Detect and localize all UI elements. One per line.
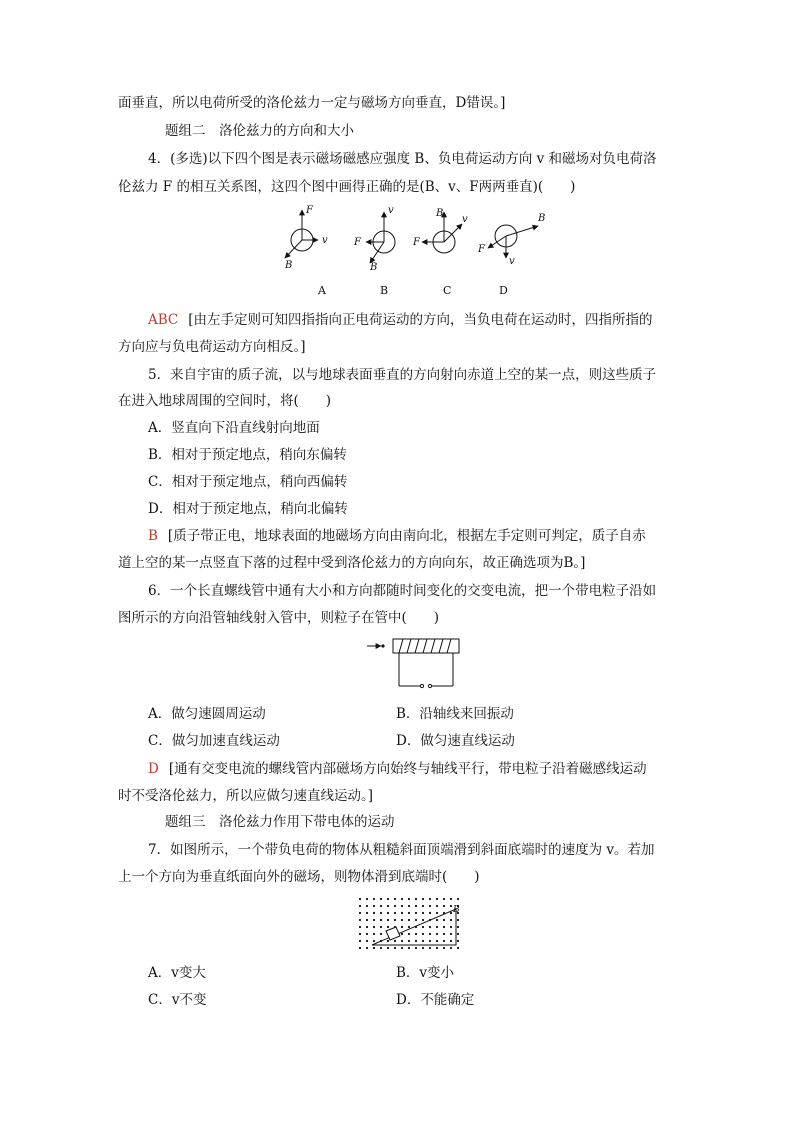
field-dot (380, 947, 382, 949)
field-dot (359, 912, 361, 914)
field-dot (429, 905, 431, 907)
field-dot (457, 898, 459, 900)
option-b: B．v变小 (396, 965, 455, 981)
field-dot (373, 898, 375, 900)
label-B: B (453, 905, 460, 915)
option-a: A．竖直向下沿直线射向地面 (148, 420, 320, 436)
question-4-text: 伦兹力 F 的相互关系图，这四个图中画得正确的是(B、v、F两两垂直)( ) (118, 179, 576, 195)
field-dot (359, 905, 361, 907)
field-dot (387, 919, 389, 921)
field-dot (366, 919, 368, 921)
question-5-text: 在进入地球周围的空间时，将( ) (118, 393, 332, 409)
field-dot (450, 898, 452, 900)
field-dot (366, 926, 368, 928)
field-dot (394, 919, 396, 921)
label-F: F (413, 237, 420, 248)
option-d: D．不能确定 (396, 992, 475, 1008)
field-dot (373, 919, 375, 921)
answer-4-text: 方向应与负电荷运动方向相反。] (118, 339, 306, 355)
field-dot (401, 926, 403, 928)
text-line: 面垂直，所以电荷所受的洛伦兹力一定与磁场方向垂直，D错误。] (118, 95, 506, 111)
field-dot (387, 947, 389, 949)
field-dot (359, 926, 361, 928)
field-dot (387, 905, 389, 907)
field-dot (401, 898, 403, 900)
question-7-figure (356, 895, 468, 953)
option-c: C．相对于预定地点，稍向西偏转 (148, 474, 348, 490)
field-dot (408, 933, 410, 935)
field-dot (373, 912, 375, 914)
field-dot (450, 912, 452, 914)
field-dot (401, 919, 403, 921)
option-d: D．相对于预定地点，稍向北偏转 (148, 501, 348, 517)
field-dot (387, 912, 389, 914)
field-dot (436, 912, 438, 914)
field-dot (415, 947, 417, 949)
field-dot (380, 898, 382, 900)
field-dot (359, 898, 361, 900)
field-dot (422, 905, 424, 907)
question-4-text: 4．(多选)以下四个图是表示磁场磁感应强度 B、负电荷运动方向 v 和磁场对负电荷洛 (148, 151, 657, 167)
field-dot (450, 926, 452, 928)
label-v: v (462, 214, 468, 225)
field-dot (436, 905, 438, 907)
label-B: B (370, 262, 378, 273)
answer-key: ABC (148, 312, 179, 328)
field-dot (401, 947, 403, 949)
field-dot (408, 940, 410, 942)
label-v: v (509, 256, 515, 267)
field-dot (373, 905, 375, 907)
label-B: B (285, 260, 293, 271)
label-B: B (538, 213, 546, 224)
field-dot (450, 940, 452, 942)
field-dot (443, 919, 445, 921)
question-7-text: 上一个方向为垂直纸面向外的磁场，则物体滑到底端时( ) (118, 869, 480, 885)
option-c: C．做匀加速直线运动 (148, 733, 280, 749)
field-dot (415, 905, 417, 907)
answer-4 (148, 310, 653, 330)
field-dot (394, 912, 396, 914)
field-dot (457, 919, 459, 921)
field-dot (401, 912, 403, 914)
field-dot (450, 933, 452, 935)
field-dot (436, 898, 438, 900)
answer-6-text: 时不受洛伦兹力，所以应做匀速直线运动。] (118, 788, 374, 804)
field-dot (408, 912, 410, 914)
subfigure-label: B (380, 284, 389, 297)
question-7-text: 7．如图所示，一个带负电荷的物体从粗糙斜面顶端滑到斜面底端时的速度为 v。若加 (148, 842, 655, 858)
field-dot (373, 933, 375, 935)
label-v: v (388, 205, 394, 216)
answer-text: [质子带正电，地球表面的地磁场方向由南向北，根据左手定则可判定，质子自赤 (167, 528, 646, 544)
field-dot (415, 933, 417, 935)
field-dot (443, 926, 445, 928)
question-4-figure (270, 200, 550, 300)
answer-key: D (148, 761, 159, 777)
field-dot (359, 919, 361, 921)
field-dot (366, 912, 368, 914)
field-dot (401, 940, 403, 942)
field-dot (429, 926, 431, 928)
field-dot (457, 940, 459, 942)
field-dot (408, 905, 410, 907)
field-dot (387, 940, 389, 942)
field-dot (380, 926, 382, 928)
field-dot (415, 898, 417, 900)
field-dot (457, 926, 459, 928)
group-heading: 题组二 洛伦兹力的方向和大小 (165, 123, 354, 139)
field-dot (443, 905, 445, 907)
field-dot (443, 947, 445, 949)
field-dot (366, 905, 368, 907)
field-dot (394, 947, 396, 949)
field-dot (394, 940, 396, 942)
field-dot (380, 912, 382, 914)
field-dot (366, 947, 368, 949)
field-dot (422, 912, 424, 914)
field-dot (422, 926, 424, 928)
field-dot (359, 947, 361, 949)
field-dot (429, 940, 431, 942)
option-d: D．做匀速直线运动 (396, 733, 515, 749)
option-b: B．相对于预定地点，稍向东偏转 (148, 447, 347, 463)
field-dot (394, 898, 396, 900)
field-dot (387, 926, 389, 928)
field-dot (422, 933, 424, 935)
field-dot (359, 933, 361, 935)
field-dot (408, 926, 410, 928)
field-dot (429, 947, 431, 949)
field-dot (443, 933, 445, 935)
option-c: C．v不变 (148, 992, 207, 1008)
group-heading: 题组三 洛伦兹力作用下带电体的运动 (165, 814, 395, 830)
field-dot (443, 898, 445, 900)
field-dot (394, 905, 396, 907)
question-6-text: 图所示的方向沿管轴线射入管中，则粒子在管中( ) (118, 610, 440, 626)
field-dot (387, 898, 389, 900)
subfigure-label: A (318, 284, 326, 297)
field-dot (436, 947, 438, 949)
answer-5 (148, 526, 646, 546)
field-dot (457, 947, 459, 949)
question-6-figure (365, 636, 470, 692)
label-F: F (306, 205, 313, 216)
field-dot (422, 898, 424, 900)
field-dot (422, 947, 424, 949)
question-6-text: 6．一个长直螺线管中通有大小和方向都随时间变化的交变电流，把一个带电粒子沿如 (148, 583, 657, 599)
field-dot (401, 905, 403, 907)
label-F: F (354, 237, 361, 248)
field-dot (359, 940, 361, 942)
field-dot (422, 940, 424, 942)
field-dot (366, 898, 368, 900)
option-a: A．v变大 (148, 965, 206, 981)
field-dot (450, 919, 452, 921)
field-dot (450, 905, 452, 907)
field-dot (408, 947, 410, 949)
label-v: v (322, 235, 328, 246)
field-dot (373, 940, 375, 942)
field-dot (443, 940, 445, 942)
label-B: B (436, 208, 444, 219)
field-dot (401, 933, 403, 935)
field-dot (366, 940, 368, 942)
answer-6 (148, 759, 647, 779)
answer-text: [通有交变电流的螺线管内部磁场方向始终与轴线平行，带电粒子沿着磁感线运动 (168, 761, 647, 777)
field-dot (380, 919, 382, 921)
field-dot (450, 947, 452, 949)
answer-key: B (148, 528, 158, 544)
field-dot (429, 933, 431, 935)
field-dot (373, 926, 375, 928)
field-dot (373, 947, 375, 949)
answer-text: [由左手定则可知四指指向正电荷运动的方向，当负电荷在运动时，四指所指的 (188, 312, 653, 328)
field-dot (429, 912, 431, 914)
option-a: A．做匀速圆周运动 (148, 706, 266, 722)
field-dot (436, 940, 438, 942)
field-dot (415, 940, 417, 942)
field-dot (415, 912, 417, 914)
field-dot (436, 926, 438, 928)
field-dot (408, 919, 410, 921)
question-5-text: 5．来自宇宙的质子流，以与地球表面垂直的方向射向赤道上空的某一点，则这些质子 (148, 367, 657, 383)
label-F: F (478, 244, 485, 255)
field-dot (422, 919, 424, 921)
field-dot (380, 905, 382, 907)
field-dot (429, 898, 431, 900)
field-dot (436, 933, 438, 935)
subfigure-label: C (443, 284, 452, 297)
field-dot (415, 919, 417, 921)
field-dot (436, 919, 438, 921)
subfigure-label: D (499, 284, 508, 297)
field-dot (408, 898, 410, 900)
field-dot (457, 933, 459, 935)
answer-5-text: 道上空的某一点竖直下落的过程中受到洛伦兹力的方向向东，故正确选项为B。] (118, 555, 586, 571)
field-dot (380, 933, 382, 935)
option-b: B．沿轴线来回振动 (396, 706, 514, 722)
field-dot (366, 933, 368, 935)
